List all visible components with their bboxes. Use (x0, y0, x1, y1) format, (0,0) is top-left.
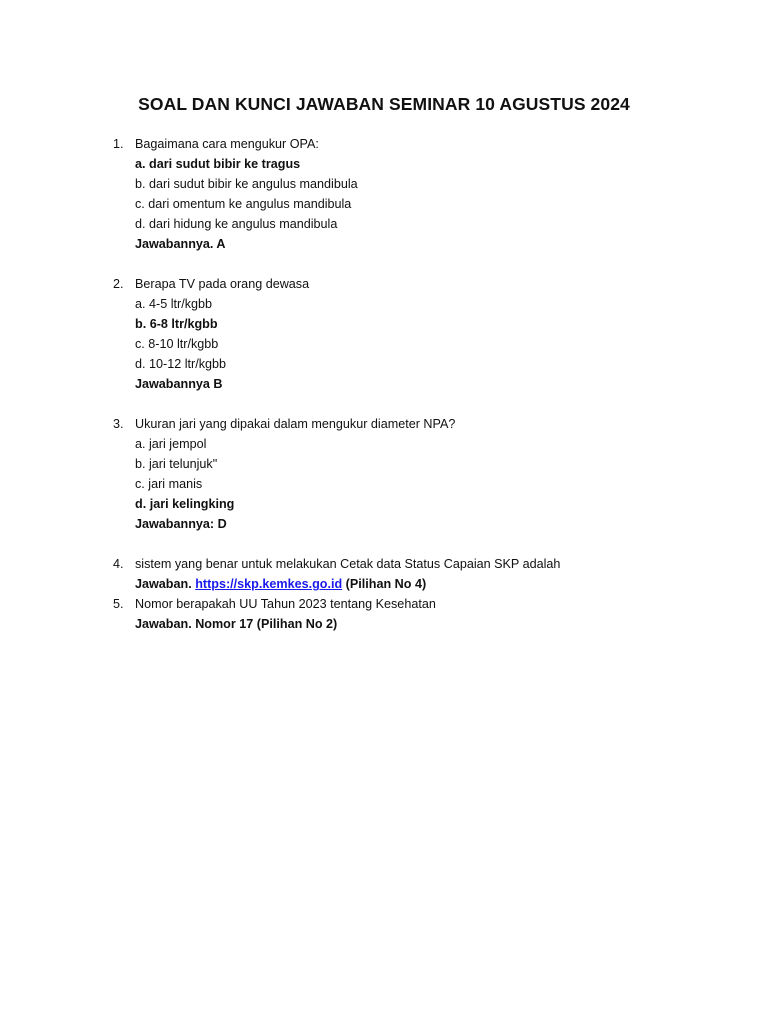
option-a: a. 4-5 ltr/kgbb (135, 297, 213, 311)
answer-key: Jawabannya. A (135, 237, 226, 251)
question-text: Nomor berapakah UU Tahun 2023 tentang Kesehatan (135, 597, 436, 611)
answer-key: Jawabannya B (135, 377, 223, 391)
option-c: c. jari manis (135, 477, 203, 491)
document-title: SOAL DAN KUNCI JAWABAN SEMINAR 10 AGUSTUS 2024 (138, 94, 630, 114)
question-text: Bagaimana cara mengukur OPA: (135, 137, 319, 151)
option-b: b. dari sudut bibir ke angulus mandibula (135, 177, 358, 191)
question-number: 3. (113, 417, 124, 431)
option-c: c. 8-10 ltr/kgbb (135, 337, 219, 351)
question-5 (113, 594, 733, 634)
question-2 (113, 274, 733, 394)
option-d: d. dari hidung ke angulus mandibula (135, 217, 338, 231)
question-number: 2. (113, 277, 124, 291)
question-text: Ukuran jari yang dipakai dalam mengukur diameter NPA? (135, 417, 456, 431)
question-number: 4. (113, 557, 124, 571)
option-c: c. dari omentum ke angulus mandibula (135, 197, 352, 211)
question-1 (113, 134, 733, 254)
skp-link[interactable]: https://skp.kemkes.go.id (195, 577, 343, 591)
question-4 (113, 554, 733, 594)
option-a-correct: a. dari sudut bibir ke tragus (135, 157, 301, 171)
answer-suffix: (Pilihan No 4) (345, 577, 427, 591)
question-3 (113, 414, 733, 534)
answer-key: Jawaban. Nomor 17 (Pilihan No 2) (135, 617, 338, 631)
question-text: Berapa TV pada orang dewasa (135, 277, 310, 291)
option-d-correct: d. jari kelingking (135, 497, 235, 511)
answer-key: Jawabannya: D (135, 517, 227, 531)
answer-prefix: Jawaban. (135, 577, 192, 591)
question-number: 5. (113, 597, 124, 611)
option-a: a. jari jempol (135, 437, 207, 451)
option-b-correct: b. 6-8 ltr/kgbb (135, 317, 218, 331)
question-number: 1. (113, 137, 124, 151)
answer-key (135, 574, 733, 594)
question-list (113, 134, 733, 634)
question-text: sistem yang benar untuk melakukan Cetak data Status Capaian SKP adalah (135, 557, 561, 571)
option-d: d. 10-12 ltr/kgbb (135, 357, 227, 371)
option-b: b. jari telunjuk" (135, 457, 218, 471)
